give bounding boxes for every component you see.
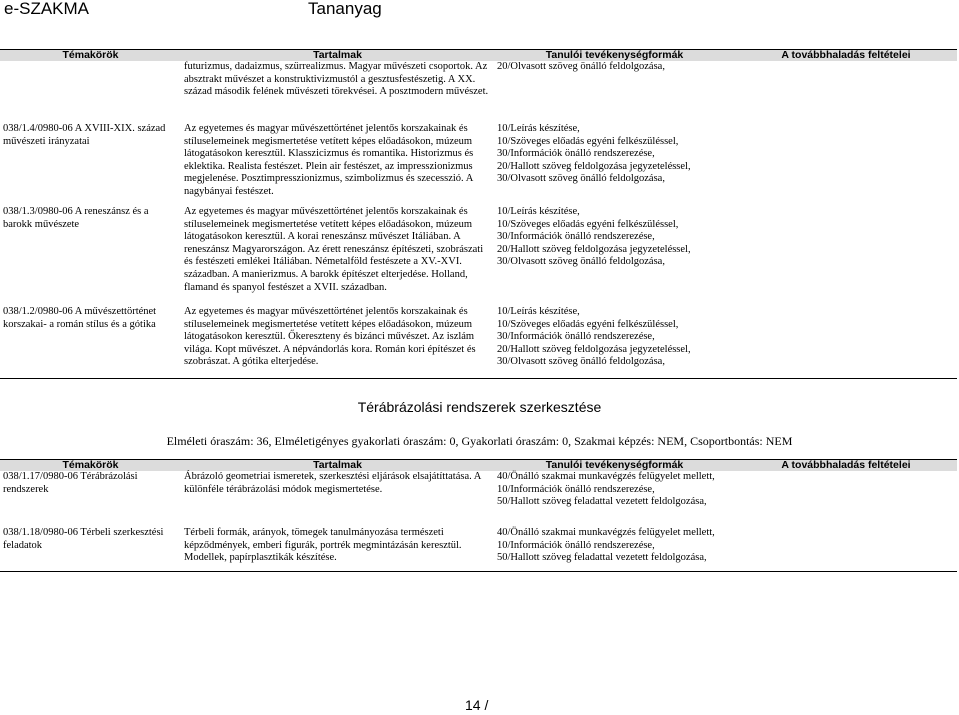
- activity-item: 30/Olvasott szöveg önálló feldolgozása,: [497, 173, 665, 185]
- page-title: Tananyag: [308, 0, 382, 18]
- content-cell: Az egyetemes és magyar művészettörténet jelentős korszakainak és stíluselemeinek megismertetése vetített képes előadásokon, múzeum látogatásokon keresztül. Őkereszteny és bizánci művészet. Az iszlám világa. Kopt művészet. A népvándorlás kora. Román kori építészet és szobrászat. A gótika elterjedése.: [184, 306, 476, 368]
- column-header-topics: Témakörök: [0, 50, 181, 62]
- conditions-cell: [735, 206, 957, 306]
- activities-cell: [494, 61, 735, 123]
- column-header-content: Tartalmak: [181, 460, 494, 472]
- page-number: 14 /: [465, 697, 489, 713]
- conditions-cell: [735, 306, 957, 379]
- activity-item: 10/Szöveges előadás egyéni felkészüléssel,: [497, 135, 679, 147]
- table-header-row: [0, 460, 957, 472]
- activity-item: 10/Információk önálló rendszerezése,: [497, 483, 655, 495]
- activity-item: 10/Információk önálló rendszerezése,: [497, 539, 655, 551]
- conditions-cell: [735, 471, 957, 527]
- activity-item: 30/Olvasott szöveg önálló feldolgozása,: [497, 256, 665, 268]
- row-spacer: [0, 199, 957, 206]
- table-row: [0, 306, 957, 379]
- topic-cell: 038/1.2/0980-06 A művészettörténet korszakai- a román stílus és a gótika: [3, 306, 157, 330]
- activity-item: 10/Leírás készítése,: [497, 123, 580, 134]
- topic-cell: 038/1.3/0980-06 A reneszánsz és a barokk művészete: [3, 206, 149, 230]
- column-header-activities: Tanulói tevékenységformák: [494, 460, 735, 472]
- activity-item: 20/Olvasott szöveg önálló feldolgozása,: [497, 61, 665, 72]
- activity-item: 30/Információk önálló rendszerezése,: [497, 231, 655, 243]
- table-row: [0, 471, 957, 527]
- column-header-topics: Témakörök: [0, 460, 181, 472]
- activity-item: 50/Hallott szöveg feladattal vezetett feldolgozása,: [497, 552, 707, 564]
- column-header-content: Tartalmak: [181, 50, 494, 62]
- conditions-cell: [735, 61, 957, 123]
- table-header-row: [0, 50, 957, 62]
- curriculum-table-1: [0, 49, 957, 379]
- column-header-conditions: A továbbhaladás feltételei: [735, 460, 957, 472]
- activity-item: 20/Hallott szöveg feldolgozása jegyzeteléssel,: [497, 343, 691, 355]
- activity-item: 20/Hallott szöveg feldolgozása jegyzeteléssel,: [497, 160, 691, 172]
- section-subtitle: Elméleti óraszám: 36, Elméletigényes gyakorlati óraszám: 0, Gyakorlati óraszám: 0, Szakmai képzés: NEM, Csoportbontás: NEM: [166, 434, 793, 448]
- activities-cell: [494, 471, 735, 527]
- table-row: [0, 123, 957, 199]
- activity-item: 10/Szöveges előadás egyéni felkészüléssel,: [497, 218, 679, 230]
- activity-item: 50/Hallott szöveg feladattal vezetett feldolgozása,: [497, 496, 707, 508]
- content-cell: futurizmus, dadaizmus, szürrealizmus. Magyar művészeti csoportok. Az absztrakt művészet a konstruktivizmustól a gesztusfestészetig. A XX. század második felének művészeti törekvései. A posztmodern művészet.: [184, 61, 489, 98]
- content-cell: Ábrázoló geometriai ismeretek, szerkesztési eljárások elsajátíttatása. A különféle térábrázolási módok megismertetése.: [184, 471, 481, 495]
- topic-cell: [0, 61, 181, 123]
- content-cell: Térbeli formák, arányok, tömegek tanulmányozása természeti képződmények, emberi figurák, portrék megmintázásán keresztül. Modellek, papírplasztikák készítése.: [184, 527, 462, 564]
- activity-item: 30/Olvasott szöveg önálló feldolgozása,: [497, 356, 665, 368]
- conditions-cell: [735, 123, 957, 199]
- activity-item: 20/Hallott szöveg feldolgozása jegyzeteléssel,: [497, 243, 691, 255]
- activities-cell: [494, 206, 735, 306]
- conditions-cell: [735, 527, 957, 572]
- column-header-conditions: A továbbhaladás feltételei: [735, 50, 957, 62]
- activities-cell: [494, 527, 735, 572]
- content-cell: Az egyetemes és magyar művészettörténet jelentős korszakainak és stíluselemeinek megismertetése vetített képes előadásokon, múzeum látogatásokon keresztül. A korai reneszánsz művészet Itáliában. A reneszánsz Magyarországon. Az érett reneszánsz építészeti, szobrászati és festészeti emlékei Itáliában. Németalföld festészete a XV.-XVI. században. A manierizmus. A barokk építészet elterjedése. Holland, flamand és spanyol festészet a XVII. században.: [184, 206, 484, 293]
- activity-item: 10/Szöveges előadás egyéni felkészüléssel,: [497, 318, 679, 330]
- activity-item: 40/Önálló szakmai munkavégzés felügyelet mellett,: [497, 471, 715, 482]
- topic-cell: 038/1.4/0980-06 A XVIII-XIX. század művészeti irányzatai: [3, 123, 166, 147]
- activity-item: 40/Önálló szakmai munkavégzés felügyelet mellett,: [497, 527, 715, 538]
- table-row: [0, 206, 957, 306]
- activity-item: 30/Információk önálló rendszerezése,: [497, 331, 655, 343]
- activities-cell: [494, 306, 735, 379]
- activity-item: 10/Leírás készítése,: [497, 306, 580, 317]
- activity-item: 30/Információk önálló rendszerezése,: [497, 148, 655, 160]
- topic-cell: 038/1.18/0980-06 Térbeli szerkesztési feladatok: [3, 527, 164, 551]
- column-header-activities: Tanulói tevékenységformák: [494, 50, 735, 62]
- app-title: e-SZAKMA: [4, 0, 90, 18]
- topic-cell: 038/1.17/0980-06 Térábrázolási rendszerek: [3, 471, 138, 495]
- activities-cell: [494, 123, 735, 199]
- activity-item: 10/Leírás készítése,: [497, 206, 580, 217]
- content-cell: Az egyetemes és magyar művészettörténet jelentős korszakainak és stíluselemeinek megismertetése vetített képes előadásokon, múzeum látogatásokon keresztül. Klasszicizmus és romantika. Historizmus és eklektika. Realista festészet. Plein air festészet, az impresszionizmus megjelenése. Posztimpresszionizmus, szimbolizmus és szecesszió. A nagybányai festészet.: [184, 123, 474, 197]
- table-row: [0, 61, 957, 123]
- curriculum-table-2: [0, 459, 957, 572]
- table-row: [0, 527, 957, 572]
- section-title: Térábrázolási rendszerek szerkesztése: [357, 399, 602, 415]
